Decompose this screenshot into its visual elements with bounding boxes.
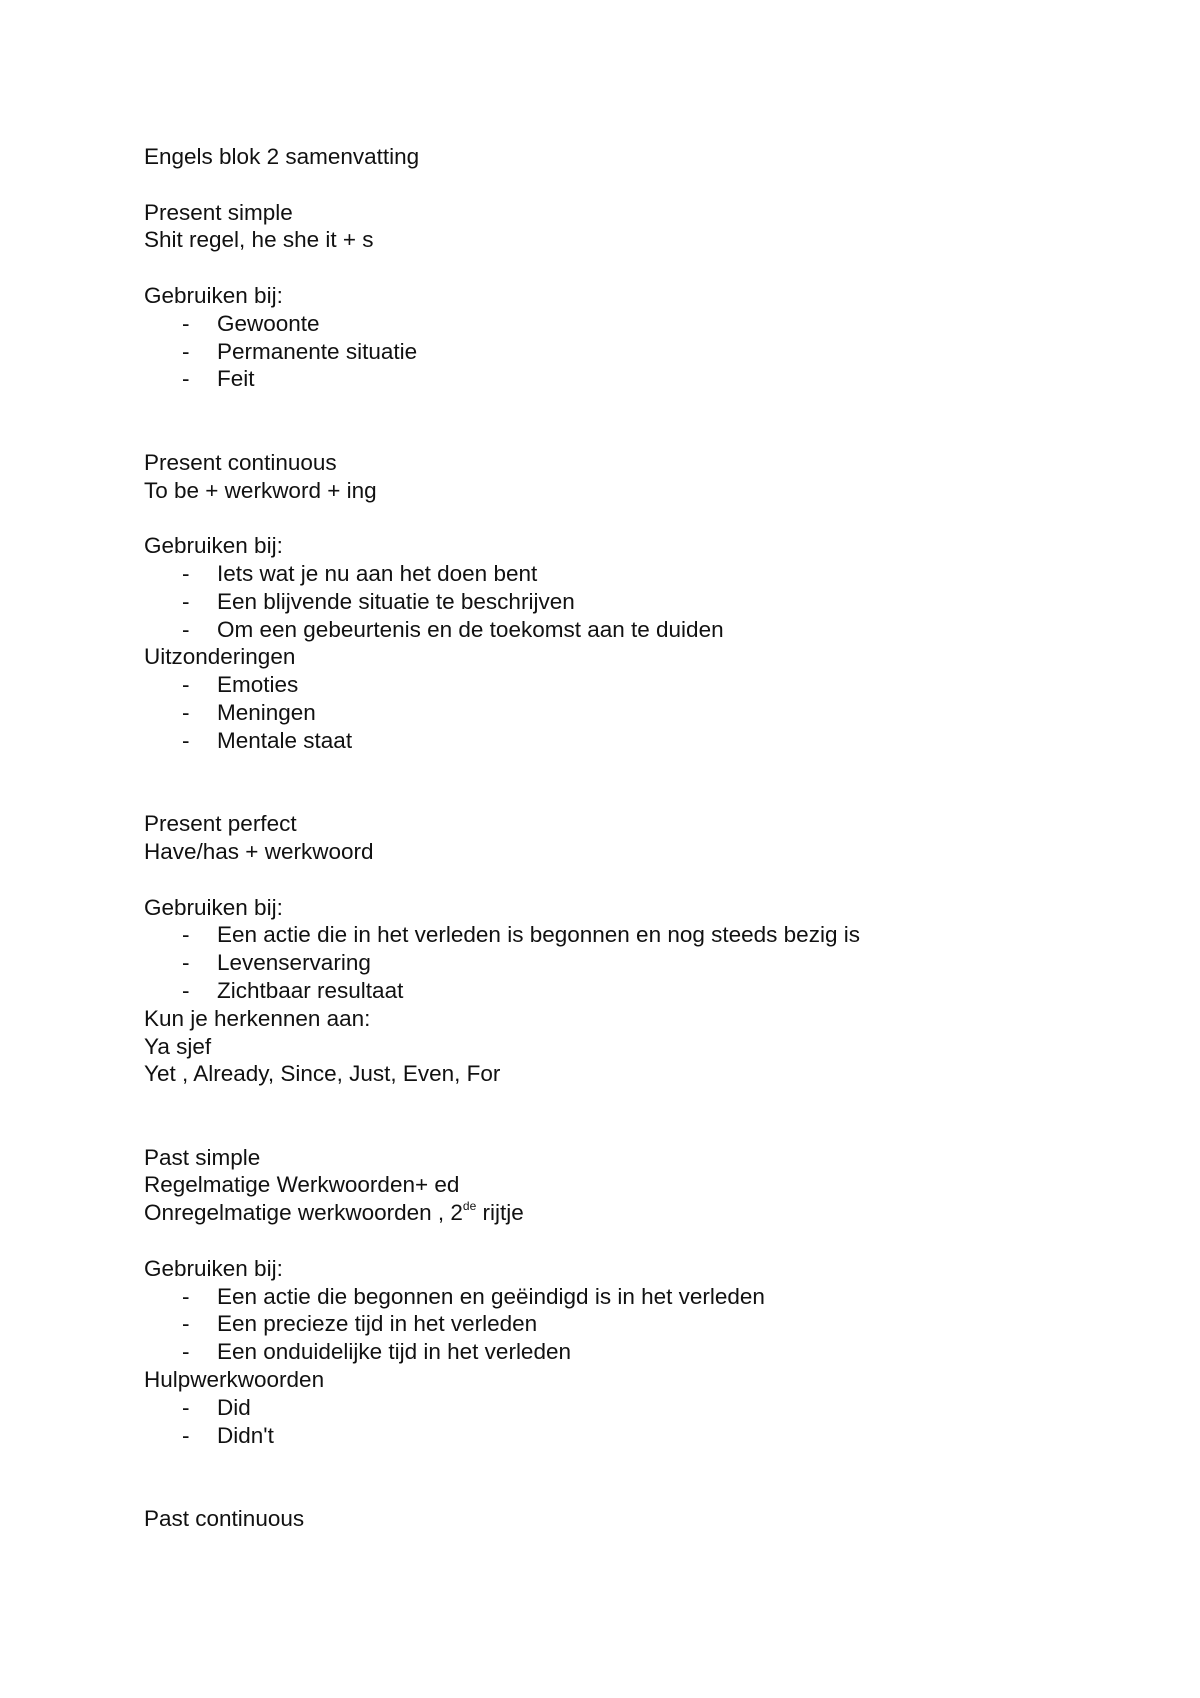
rule-irregular-verbs bbox=[144, 1199, 1124, 1227]
uses-label: Gebruiken bij: bbox=[144, 1255, 283, 1281]
signal-words: Yet , Already, Since, Just, Even, For bbox=[144, 1061, 501, 1087]
rule-present-continuous: To be + werkword + ing bbox=[144, 477, 377, 503]
list-item bbox=[144, 699, 1124, 727]
list-item bbox=[144, 921, 1124, 949]
list-item bbox=[144, 588, 1124, 616]
bullet-dash: - bbox=[182, 338, 190, 364]
list-item-text: Een blijvende situatie te beschrijven bbox=[217, 588, 575, 614]
list-item-text: Gewoonte bbox=[217, 310, 320, 336]
document-page bbox=[144, 143, 1124, 1533]
spacer bbox=[144, 1449, 1124, 1505]
list-item-text: Meningen bbox=[217, 699, 316, 725]
list-item-text: Iets wat je nu aan het doen bent bbox=[217, 560, 538, 586]
list-item bbox=[144, 1394, 1124, 1422]
bullet-dash: - bbox=[182, 560, 190, 586]
bullet-dash: - bbox=[182, 1283, 190, 1309]
list-item bbox=[144, 1338, 1124, 1366]
spacer bbox=[144, 1227, 1124, 1255]
rule-irregular-text: Onregelmatige werkwoorden , 2 bbox=[144, 1200, 463, 1226]
list-item bbox=[144, 365, 1124, 393]
list-item bbox=[144, 1310, 1124, 1338]
list-item-text: Feit bbox=[217, 366, 255, 392]
list-item-text: Zichtbaar resultaat bbox=[217, 977, 404, 1003]
list-item-text: Permanente situatie bbox=[217, 338, 418, 364]
spacer bbox=[144, 866, 1124, 894]
list-item bbox=[144, 616, 1124, 644]
uses-label: Gebruiken bij: bbox=[144, 533, 283, 559]
section-heading-past-simple: Past simple bbox=[144, 1144, 261, 1170]
recognize-label: Kun je herkennen aan: bbox=[144, 1005, 371, 1031]
list-item-text: Didn't bbox=[217, 1422, 274, 1448]
list-item bbox=[144, 1422, 1124, 1450]
bullet-dash: - bbox=[182, 672, 190, 698]
list-item bbox=[144, 977, 1124, 1005]
list-item bbox=[144, 671, 1124, 699]
list-item-text: Een actie die in het verleden is begonnen en nog steeds bezig is bbox=[217, 922, 860, 948]
list-item bbox=[144, 560, 1124, 588]
rule-irregular-text-end: rijtje bbox=[476, 1200, 524, 1226]
bullet-dash: - bbox=[182, 1394, 190, 1420]
spacer bbox=[144, 254, 1124, 282]
exceptions-label: Uitzonderingen bbox=[144, 644, 296, 670]
uses-label: Gebruiken bij: bbox=[144, 282, 283, 308]
list-item bbox=[144, 727, 1124, 755]
auxiliaries-label: Hulpwerkwoorden bbox=[144, 1367, 325, 1393]
list-item-text: Een actie die begonnen en geëindigd is in het verleden bbox=[217, 1283, 765, 1309]
section-heading-present-simple: Present simple bbox=[144, 199, 293, 225]
list-item bbox=[144, 1283, 1124, 1311]
list-item bbox=[144, 338, 1124, 366]
rule-present-perfect: Have/has + werkwoord bbox=[144, 838, 374, 864]
bullet-dash: - bbox=[182, 950, 190, 976]
mnemonic: Ya sjef bbox=[144, 1033, 212, 1059]
spacer bbox=[144, 393, 1124, 449]
bullet-dash: - bbox=[182, 922, 190, 948]
list-item-text: Mentale staat bbox=[217, 727, 353, 753]
ordinal-suffix: de bbox=[462, 1198, 477, 1213]
list-item-text: Levenservaring bbox=[217, 950, 371, 976]
bullet-dash: - bbox=[182, 366, 190, 392]
spacer bbox=[144, 171, 1124, 199]
list-item bbox=[144, 949, 1124, 977]
bullet-dash: - bbox=[182, 310, 190, 336]
list-item-text: Emoties bbox=[217, 672, 299, 698]
spacer bbox=[144, 755, 1124, 811]
bullet-dash: - bbox=[182, 977, 190, 1003]
bullet-dash: - bbox=[182, 1311, 190, 1337]
list-item-text: Om een gebeurtenis en de toekomst aan te duiden bbox=[217, 616, 724, 642]
rule-regular-verbs: Regelmatige Werkwoorden+ ed bbox=[144, 1172, 460, 1198]
bullet-dash: - bbox=[182, 588, 190, 614]
document-title: Engels blok 2 samenvatting bbox=[144, 144, 420, 169]
rule-present-simple: Shit regel, he she it + s bbox=[144, 227, 374, 253]
section-heading-present-continuous: Present continuous bbox=[144, 449, 337, 475]
bullet-dash: - bbox=[182, 727, 190, 753]
list-item-text: Een precieze tijd in het verleden bbox=[217, 1311, 538, 1337]
list-item-text: Een onduidelijke tijd in het verleden bbox=[217, 1339, 571, 1365]
bullet-dash: - bbox=[182, 1339, 190, 1365]
section-heading-past-continuous: Past continuous bbox=[144, 1506, 305, 1532]
spacer bbox=[144, 504, 1124, 532]
list-item bbox=[144, 310, 1124, 338]
spacer bbox=[144, 1088, 1124, 1144]
bullet-dash: - bbox=[182, 699, 190, 725]
list-item-text: Did bbox=[217, 1394, 251, 1420]
bullet-dash: - bbox=[182, 1422, 190, 1448]
section-heading-present-perfect: Present perfect bbox=[144, 811, 297, 837]
bullet-dash: - bbox=[182, 616, 190, 642]
uses-label: Gebruiken bij: bbox=[144, 894, 283, 920]
